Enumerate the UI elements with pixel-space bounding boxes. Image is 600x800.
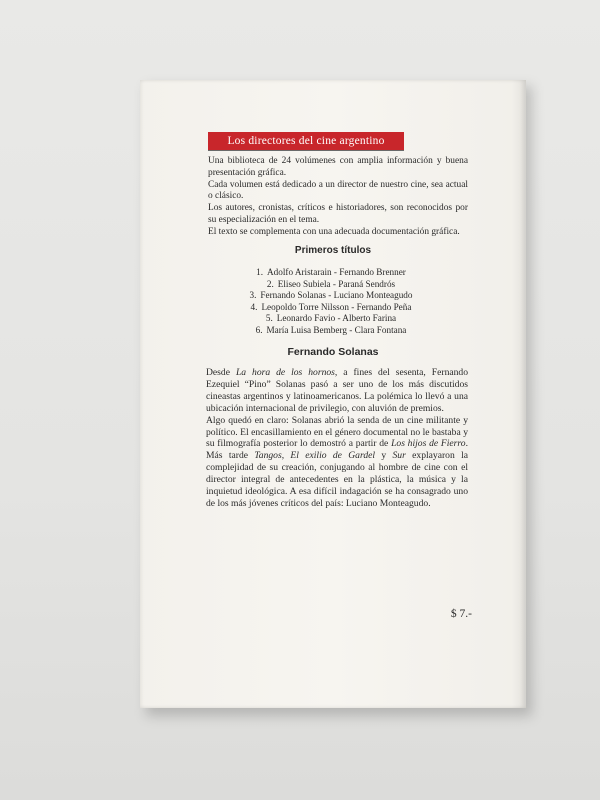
list-item-number: 4.: [250, 301, 258, 312]
bio-text: explayaron la complejidad de su creación, conjugando al hombre de cine con el director integral de antecedentes en la plástica, la música y la inquietud ideológica. A esa difícil indagación se ha consagrado uno de los más jóvenes críticos del país: Luciano Monteagudo.: [206, 450, 468, 509]
bio-text: Desde: [206, 367, 236, 378]
book-back-cover: [140, 80, 526, 708]
film-title: Los hijos de Fierro: [391, 438, 466, 450]
list-item-number: 6.: [255, 324, 263, 335]
first-titles-heading: Primeros títulos: [294, 245, 372, 256]
list-item: [216, 267, 446, 279]
list-item-text: María Luisa Bemberg - Clara Fontana: [266, 324, 407, 335]
director-heading: Fernando Solanas: [287, 346, 379, 358]
list-item-text: Leopoldo Torre Nilsson - Fernando Peña: [261, 301, 412, 312]
book-edge: [512, 80, 526, 708]
series-title-banner: Los directores del cine argentino: [208, 132, 404, 150]
bio-paragraph-1: [206, 367, 468, 415]
intro-paragraph: El texto se complementa con una adecuada documentación gráfica.: [208, 226, 460, 237]
bio-text: y: [375, 450, 393, 462]
list-item-number: 2.: [266, 278, 274, 289]
list-item-text: Eliseo Subiela - Paraná Sendrós: [277, 278, 396, 289]
film-title: Tangos, El exilio de Gardel: [254, 450, 376, 462]
list-item-text: Adolfo Aristarain - Fernando Brenner: [267, 267, 406, 277]
list-item: [216, 279, 446, 291]
list-item-text: Leonardo Favio - Alberto Farina: [276, 313, 397, 324]
list-item: [216, 313, 446, 325]
director-biography: [206, 367, 468, 510]
list-item: [216, 302, 446, 314]
bio-text: Algo quedó en claro: Solanas abrió la senda de un cine militante y político. El encasillamiento en el género documental no le bastaba y su filmografía posterior lo demostró a partir de: [206, 414, 468, 450]
intro-paragraph: Cada volumen está dedicado a un director de nuestro cine, sea actual o clásico.: [208, 179, 468, 202]
film-title: Sur: [392, 450, 406, 462]
series-rule: [208, 150, 404, 151]
list-item-number: 1.: [256, 267, 264, 277]
list-item-number: 5.: [265, 313, 273, 324]
list-item: [216, 325, 446, 337]
intro-paragraph: Una biblioteca de 24 volúmenes con amplia información y buena presentación gráfica.: [208, 156, 468, 178]
bio-text: . Más tarde: [206, 438, 468, 462]
film-title: La hora de los hornos: [235, 367, 335, 378]
bio-text: , a fines del sesenta, Fernando Ezequiel “Pino” Solanas pasó a ser uno de los más discutidos cineastas argentinos y latinoamericanos. La polémica lo llevó a una ubicación internacional de privilegio, con aluvión de premios.: [206, 367, 469, 414]
bio-paragraph-2: [206, 415, 468, 510]
series-description: [208, 156, 468, 239]
first-titles-list: [216, 267, 446, 337]
list-item-number: 3.: [249, 290, 257, 301]
list-item-text: Fernando Solanas - Luciano Monteagudo: [260, 290, 413, 301]
list-item: [216, 290, 446, 302]
price-label: $ 7.-: [450, 608, 472, 620]
intro-paragraph: Los autores, cronistas, críticos e historiadores, son reconocidos por su especialización en el tema.: [208, 203, 468, 225]
